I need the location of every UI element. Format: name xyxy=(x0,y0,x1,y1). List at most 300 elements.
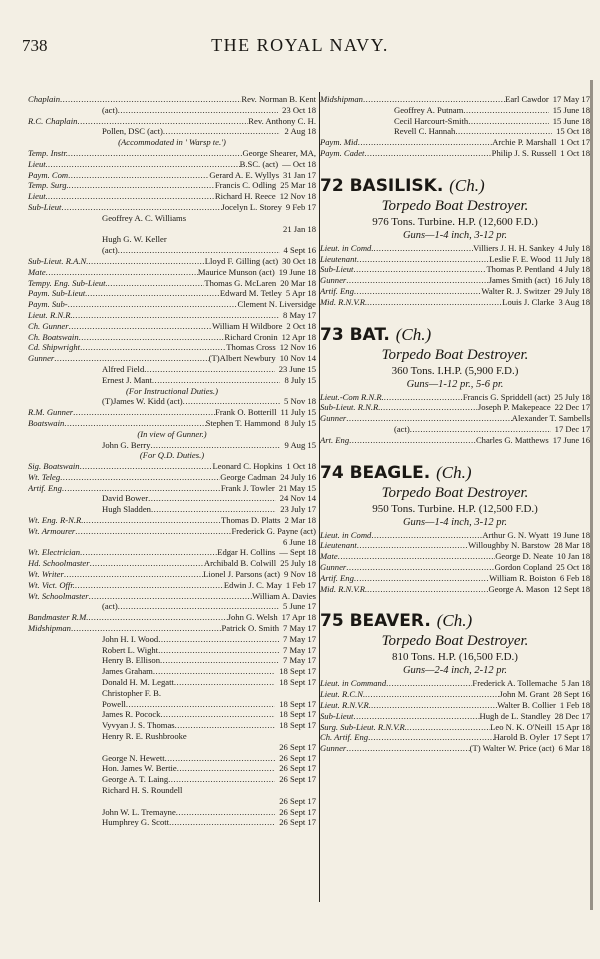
entry-name: Earl Cawdor xyxy=(505,94,549,104)
entry-name: George N. Hewett xyxy=(102,752,165,763)
entry-note: (For Instructional Duties.) xyxy=(126,385,218,396)
entry-name: John W. L. Tremayne xyxy=(102,806,176,817)
entry-name: Harold B. Oyler xyxy=(493,732,550,743)
entry-name: Edgar H. Collins xyxy=(217,547,276,558)
officer-entry xyxy=(28,623,316,634)
leader-dots xyxy=(87,288,219,299)
entry-date: 4 Sept 16 xyxy=(283,245,316,256)
entry-date: 23 June 15 xyxy=(278,363,316,374)
officer-entry xyxy=(28,116,316,127)
officer-entry xyxy=(320,722,590,733)
leader-dots xyxy=(183,396,280,407)
entry-rank: Lieut. R.C.N. xyxy=(320,689,366,700)
entry-rank: Gunner xyxy=(28,353,55,364)
officer-entry xyxy=(28,807,316,818)
entry-name: David Bower xyxy=(102,493,149,504)
entry-rank: Lieut. xyxy=(28,191,48,202)
entry-name: Thomas Cross xyxy=(226,342,276,353)
entry-rank: Lieut. R.N.R. xyxy=(28,309,73,320)
leader-dots xyxy=(83,515,221,526)
entry-date: 4 July 18 xyxy=(558,242,590,253)
entry-date: 8 July 15 xyxy=(284,417,316,428)
entry-name: William A. Davies xyxy=(252,590,316,601)
leader-dots xyxy=(174,677,275,688)
entry-rank: Chaplain xyxy=(28,94,60,104)
officer-entry xyxy=(28,342,316,353)
entry-date: 16 July 18 xyxy=(554,275,590,286)
officer-entry xyxy=(28,310,316,321)
entry-date: 15 June 18 xyxy=(552,104,590,115)
entry-name: Hon. James W. Bertie xyxy=(102,763,177,774)
entry-rank: Temp. Surg. xyxy=(28,180,69,191)
officer-entry xyxy=(28,126,316,137)
officer-entry xyxy=(320,94,590,105)
officer-entry xyxy=(28,159,316,170)
entry-rank: Sub-Lieut xyxy=(320,264,354,275)
entry-date: 7 May 17 xyxy=(283,623,316,634)
officer-entry xyxy=(28,202,316,213)
leader-dots xyxy=(353,711,479,722)
entry-date: 15 Apr 18 xyxy=(555,721,590,732)
leader-dots xyxy=(88,612,227,623)
entry-name: (act) xyxy=(102,601,118,612)
officer-entry xyxy=(320,126,590,137)
entry-date: 17 Sept 17 xyxy=(553,732,590,743)
entry-name: Leonard C. Hopkins xyxy=(212,461,283,472)
entry-date: 22 Dec 17 xyxy=(554,402,590,413)
entry-name: George A. T. Laing xyxy=(102,774,169,785)
entry-date: 11 July 15 xyxy=(280,407,316,418)
leader-dots xyxy=(371,530,482,541)
ship-spec: 976 Tons. Turbine. H.P. (12,600 F.D.) xyxy=(372,215,538,228)
officer-entry xyxy=(28,278,316,289)
entry-rank: Artif. Eng xyxy=(320,285,354,296)
entry-rank: Wt. Writer xyxy=(28,569,64,580)
entry-rank: Mate xyxy=(320,551,338,562)
entry-rank: Ch. Boatswain xyxy=(28,331,79,342)
ship-guns: Guns—1-4 inch, 3-12 pr. xyxy=(402,229,508,241)
leader-dots xyxy=(357,540,468,551)
officer-entry xyxy=(28,407,316,418)
leader-dots xyxy=(73,407,215,418)
entry-name: Pollen, DSC (act) xyxy=(102,126,163,137)
entry-name: William R. Boiston xyxy=(489,572,556,583)
entry-rank: Lieut. in Command xyxy=(320,678,387,689)
officer-entry xyxy=(28,180,316,191)
officer-entry xyxy=(320,402,590,413)
entry-date: 5 Apr 18 xyxy=(285,288,316,299)
leader-dots xyxy=(152,375,281,386)
leader-dots xyxy=(364,148,491,159)
entry-date: 2 Aug 18 xyxy=(284,126,316,137)
entry-date: 18 Sept 17 xyxy=(279,709,316,720)
officer-entry xyxy=(28,105,316,116)
entry-name: Robert L. Wight xyxy=(102,644,159,655)
leader-dots xyxy=(60,94,241,105)
leader-dots xyxy=(64,418,205,429)
entry-date: 26 Sept 17 xyxy=(279,741,316,752)
leader-dots xyxy=(158,645,279,656)
entry-rank: Wt. Electrician xyxy=(28,547,81,558)
leader-dots xyxy=(68,148,242,159)
entry-name: (act) xyxy=(102,104,118,115)
entry-name: Powell xyxy=(102,698,126,709)
officer-entry xyxy=(28,483,316,494)
officer-entry xyxy=(28,267,316,278)
entry-date: 12 Sept 18 xyxy=(553,583,590,594)
entry-date: 7 May 17 xyxy=(283,633,316,644)
officer-entry xyxy=(28,731,316,742)
entry-rank: Artif. Eng xyxy=(320,572,354,583)
leader-dots xyxy=(54,353,208,364)
officer-entry xyxy=(28,634,316,645)
entry-rank: Midshipman xyxy=(320,94,363,104)
officer-entry xyxy=(28,386,316,397)
entry-name: Lionel J. Parsons (act) xyxy=(203,569,280,580)
entry-rank: Gunner xyxy=(320,561,347,572)
entry-name: Villiers J. H. H. Sankey xyxy=(473,242,555,253)
officer-entry xyxy=(28,94,316,105)
officer-entry xyxy=(28,234,316,245)
entry-date: 21 May 15 xyxy=(278,482,316,493)
leader-dots xyxy=(153,666,275,677)
entry-rank: Lieut. R.N.V.R. xyxy=(320,699,371,710)
entry-date: 19 June 18 xyxy=(552,529,590,540)
leader-dots xyxy=(62,483,221,494)
entry-name: Gerard A. E. Wyllys xyxy=(209,169,280,180)
entry-name: Joseph P. Makepeace xyxy=(477,402,551,413)
entry-date: 17 Apr 18 xyxy=(281,612,316,623)
officer-entry xyxy=(28,645,316,656)
officer-entry xyxy=(28,720,316,731)
entry-date: 1 Oct 18 xyxy=(560,147,590,158)
officer-entry xyxy=(28,763,316,774)
entry-name: Cecil Harcourt-Smith xyxy=(394,115,469,126)
officer-entry xyxy=(28,547,316,558)
section-gap xyxy=(320,159,590,175)
entry-name: Arthur G. N. Wyatt xyxy=(482,529,549,540)
entry-date: 25 July 18 xyxy=(280,558,316,569)
entry-rank: Wt. Teleg xyxy=(28,471,61,482)
officer-entry xyxy=(28,332,316,343)
leader-dots xyxy=(367,297,502,308)
left-column xyxy=(28,94,316,828)
entry-rank: Sub-Lieut xyxy=(320,710,354,721)
entry-rank: Wt. Schoolmaster xyxy=(28,590,89,601)
entry-rank: Artif. Eng xyxy=(28,482,62,493)
leader-dots xyxy=(371,700,497,711)
ship-name: 74 BEAGLE. xyxy=(320,462,437,483)
entry-rank: Paym. Cadet xyxy=(320,147,365,158)
entry-name: Frederick A. Tollemache xyxy=(472,678,558,689)
entry-date: 15 Oct 18 xyxy=(556,126,590,137)
leader-dots xyxy=(79,332,225,343)
officer-entry xyxy=(320,562,590,573)
entry-rank: Boatswain xyxy=(28,417,65,428)
entry-name: Revell C. Hannah xyxy=(394,126,456,137)
entry-name: Gordon Copland xyxy=(494,561,553,572)
leader-dots xyxy=(160,655,279,666)
ship-type: Torpedo Boat Destroyer. xyxy=(381,346,529,363)
leader-dots xyxy=(61,202,221,213)
officer-entry xyxy=(28,429,316,440)
entry-name: Leo N. K. O'Neill xyxy=(490,721,552,732)
entry-rank: Wt. Eng. R-N.R. xyxy=(28,515,84,526)
officer-entry xyxy=(28,353,316,364)
officer-entry xyxy=(320,584,590,595)
entry-name: Thomas G. McLaren xyxy=(204,277,277,288)
entry-date: 18 Sept 17 xyxy=(279,677,316,688)
officer-entry xyxy=(28,504,316,515)
entry-rank: Sub-Lieut. R.A.N. xyxy=(28,255,89,266)
leader-dots xyxy=(73,310,279,321)
entry-date: 24 July 16 xyxy=(280,471,316,482)
leader-dots xyxy=(80,342,226,353)
right-column xyxy=(320,94,590,754)
officer-entry xyxy=(28,396,316,407)
officer-entry xyxy=(28,418,316,429)
entry-rank: Bandmaster R.M. xyxy=(28,612,89,623)
entry-rank: Mid. R.N.V.R. xyxy=(320,296,368,307)
leader-dots xyxy=(89,591,253,602)
ship-name: 75 BEAVER. xyxy=(320,611,437,632)
officer-entry xyxy=(28,364,316,375)
entry-date: 9 Nov 18 xyxy=(284,569,316,580)
entry-name: Archie P. Marshall xyxy=(492,137,557,148)
entry-date: 18 Sept 17 xyxy=(279,698,316,709)
entry-name: Jocelyn L. Storey xyxy=(221,201,282,212)
officer-entry xyxy=(28,699,316,710)
entry-date: 28 Dec 17 xyxy=(554,710,590,721)
entry-name: Richard H. S. Roundell xyxy=(102,785,183,795)
officer-entry xyxy=(28,170,316,181)
leader-dots xyxy=(165,753,276,764)
entry-date: 20 Mar 18 xyxy=(280,277,316,288)
entry-date: 31 Jan 17 xyxy=(283,169,316,180)
leader-dots xyxy=(68,299,238,310)
ship-spec: 360 Tons. I.H.P. (5,900 F.D.) xyxy=(391,364,519,377)
officer-entry xyxy=(320,678,590,689)
officer-entry xyxy=(28,753,316,764)
entry-note: (Accommodated in ' Warsp te.') xyxy=(118,137,226,148)
entry-name: Clement N. Liversidge xyxy=(237,299,316,310)
leader-dots xyxy=(60,472,220,483)
entry-name: George Cadman xyxy=(220,471,277,482)
entry-rank: Gunner xyxy=(320,275,347,286)
leader-dots xyxy=(353,264,486,275)
entry-date: 12 Apr 18 xyxy=(281,331,316,342)
leader-dots xyxy=(75,580,224,591)
leader-dots xyxy=(126,699,275,710)
leader-dots xyxy=(163,126,281,137)
entry-name: William H Wildbore xyxy=(212,320,283,331)
entry-name: Stephen T. Hammond xyxy=(205,417,281,428)
officer-entry xyxy=(28,774,316,785)
ship-heading xyxy=(320,610,590,632)
ship-spec: 810 Tons. H.P. (16,500 F.D.) xyxy=(392,651,518,664)
entry-name: Willoughby N. Barstow xyxy=(468,540,551,551)
entry-name: Donald H. M. Legatt xyxy=(102,677,174,688)
officer-entry xyxy=(320,573,590,584)
ship-guns: Guns—2-4 inch, 2-12 pr. xyxy=(402,665,508,677)
entry-date: 3 Aug 18 xyxy=(558,296,590,307)
entry-name: Hugh de L. Standley xyxy=(479,710,551,721)
leader-dots xyxy=(108,278,205,289)
entry-date: 23 Oct 18 xyxy=(282,104,316,115)
entry-rank: Cd. Shipwright xyxy=(28,342,81,353)
leader-dots xyxy=(90,558,204,569)
entry-date: 26 Sept 17 xyxy=(279,817,316,828)
entry-date: 18 Sept 17 xyxy=(279,666,316,677)
page-number: 738 xyxy=(22,36,48,55)
leader-dots xyxy=(354,286,482,297)
officer-entry xyxy=(320,264,590,275)
leader-dots xyxy=(176,807,275,818)
officer-entry xyxy=(28,817,316,828)
entry-name: James R. Pocock xyxy=(102,709,161,720)
leader-dots xyxy=(169,817,275,828)
ship-class: (Ch.) xyxy=(436,611,473,631)
entry-name: James Smith (act) xyxy=(488,275,551,286)
entry-name: Maurice Munson (act) xyxy=(197,266,275,277)
leader-dots xyxy=(410,424,551,435)
leader-dots xyxy=(357,254,489,265)
officer-entry xyxy=(320,243,590,254)
leader-dots xyxy=(69,180,215,191)
entry-date: 17 Dec 17 xyxy=(554,423,590,434)
officer-entry xyxy=(28,580,316,591)
entry-rank: R.C. Chaplain xyxy=(28,115,78,126)
entry-rank: Mid. R.N.V.R. xyxy=(320,583,368,594)
entry-name: Henry R. E. Rushbrooke xyxy=(102,731,187,742)
entry-rank: Midshipman xyxy=(28,623,71,634)
entry-name: Charles G. Matthews xyxy=(475,434,549,445)
entry-date: 17 June 16 xyxy=(552,434,590,445)
leader-dots xyxy=(463,105,548,116)
officer-entry xyxy=(320,540,590,551)
running-head: THE ROYAL NAVY. xyxy=(211,35,389,55)
leader-dots xyxy=(71,623,222,634)
entry-date: 28 Sept 16 xyxy=(553,689,590,700)
entry-date: 8 July 15 xyxy=(284,374,316,385)
officer-entry xyxy=(320,275,590,286)
officer-entry xyxy=(28,655,316,666)
leader-dots xyxy=(368,732,494,743)
ship-heading xyxy=(320,324,590,346)
officer-entry xyxy=(28,461,316,472)
entry-date: 17 May 17 xyxy=(552,94,590,104)
officer-entry xyxy=(28,601,316,612)
leader-dots xyxy=(168,774,275,785)
entry-rank: Sig. Boatswain xyxy=(28,461,80,472)
entry-name: George A. Mason xyxy=(488,583,550,594)
officer-entry xyxy=(28,213,316,224)
officer-entry xyxy=(320,551,590,562)
leader-dots xyxy=(151,504,276,515)
leader-dots xyxy=(118,105,278,116)
leader-dots xyxy=(407,722,490,733)
officer-entry xyxy=(28,450,316,461)
entry-name: Philip J. S. Russell xyxy=(491,147,557,158)
entry-name: Francis C. Odling xyxy=(214,180,277,191)
officer-entry xyxy=(28,148,316,159)
entry-date: 1 Oct 18 xyxy=(286,461,316,472)
officer-entry xyxy=(320,435,590,446)
officer-entry xyxy=(28,245,316,256)
officer-entry xyxy=(28,666,316,677)
entry-date: 6 June 18 xyxy=(283,536,316,547)
officer-entry xyxy=(320,413,590,424)
entry-name: (act) xyxy=(394,423,410,434)
officer-entry xyxy=(28,591,316,602)
ship-class: (Ch.) xyxy=(395,324,432,344)
entry-date: 5 Nov 18 xyxy=(284,396,316,407)
officer-entry xyxy=(320,530,590,541)
leader-dots xyxy=(386,678,472,689)
entry-date: 26 Sept 17 xyxy=(279,806,316,817)
entry-name: John H. I. Wood xyxy=(102,633,159,644)
entry-date: 26 Sept 17 xyxy=(279,752,316,763)
entry-name: Walter B. Collier xyxy=(497,699,556,710)
officer-entry xyxy=(28,612,316,623)
leader-dots xyxy=(346,562,494,573)
entry-date: 2 Oct 18 xyxy=(286,320,316,331)
leader-dots xyxy=(46,267,198,278)
entry-rank: Wt. Armourer xyxy=(28,525,76,536)
entry-date: 9 Aug 15 xyxy=(284,439,316,450)
entry-name: Christopher F. B. xyxy=(102,687,161,698)
officer-entry xyxy=(28,288,316,299)
leader-dots xyxy=(88,256,204,267)
entry-name: Henry B. Ellison xyxy=(102,655,161,666)
entry-rank: Ch. Artif. Eng xyxy=(320,732,369,743)
leader-dots xyxy=(64,569,203,580)
entry-name: Alexander T. Sambells xyxy=(511,413,590,424)
entry-date: 26 Sept 17 xyxy=(279,795,316,806)
entry-rank: Lieutenant xyxy=(320,540,357,551)
entry-rank: Wt. Vict. Offr. xyxy=(28,579,75,590)
leader-dots xyxy=(468,116,549,127)
entry-date: 10 Nov 14 xyxy=(279,353,316,364)
entry-note: (For Q.D. Duties.) xyxy=(139,450,205,461)
leader-dots xyxy=(69,321,213,332)
entry-name: George Shearer, MA, xyxy=(242,147,316,158)
leader-dots xyxy=(455,126,552,137)
entry-date: 30 Oct 18 xyxy=(282,255,316,266)
leader-dots xyxy=(365,689,499,700)
officer-entry xyxy=(28,537,316,548)
ship-guns: Guns—1-4 inch, 3-12 pr. xyxy=(402,516,508,528)
section-gap xyxy=(320,308,590,324)
entry-rank: Paym. Sub- xyxy=(28,299,68,310)
entry-date: 4 July 18 xyxy=(558,264,590,275)
entry-date: 26 Sept 17 xyxy=(279,763,316,774)
ship-name: 73 BAT. xyxy=(320,324,396,345)
entry-date: 24 Nov 14 xyxy=(279,493,316,504)
entry-date: 6 Feb 18 xyxy=(559,572,590,583)
officer-entry xyxy=(320,105,590,116)
entry-date: 2 Mar 18 xyxy=(284,515,316,526)
officer-entry xyxy=(28,321,316,332)
entry-name: (T)James W. Kidd (act) xyxy=(102,396,183,407)
entry-date: 15 June 18 xyxy=(552,115,590,126)
entry-rank: Paym. Com xyxy=(28,169,69,180)
leader-dots xyxy=(346,413,512,424)
entry-name: John M. Grant xyxy=(499,689,550,700)
entry-date: 25 Oct 18 xyxy=(556,561,590,572)
entry-rank: Mate xyxy=(28,266,46,277)
officer-entry xyxy=(28,785,316,796)
